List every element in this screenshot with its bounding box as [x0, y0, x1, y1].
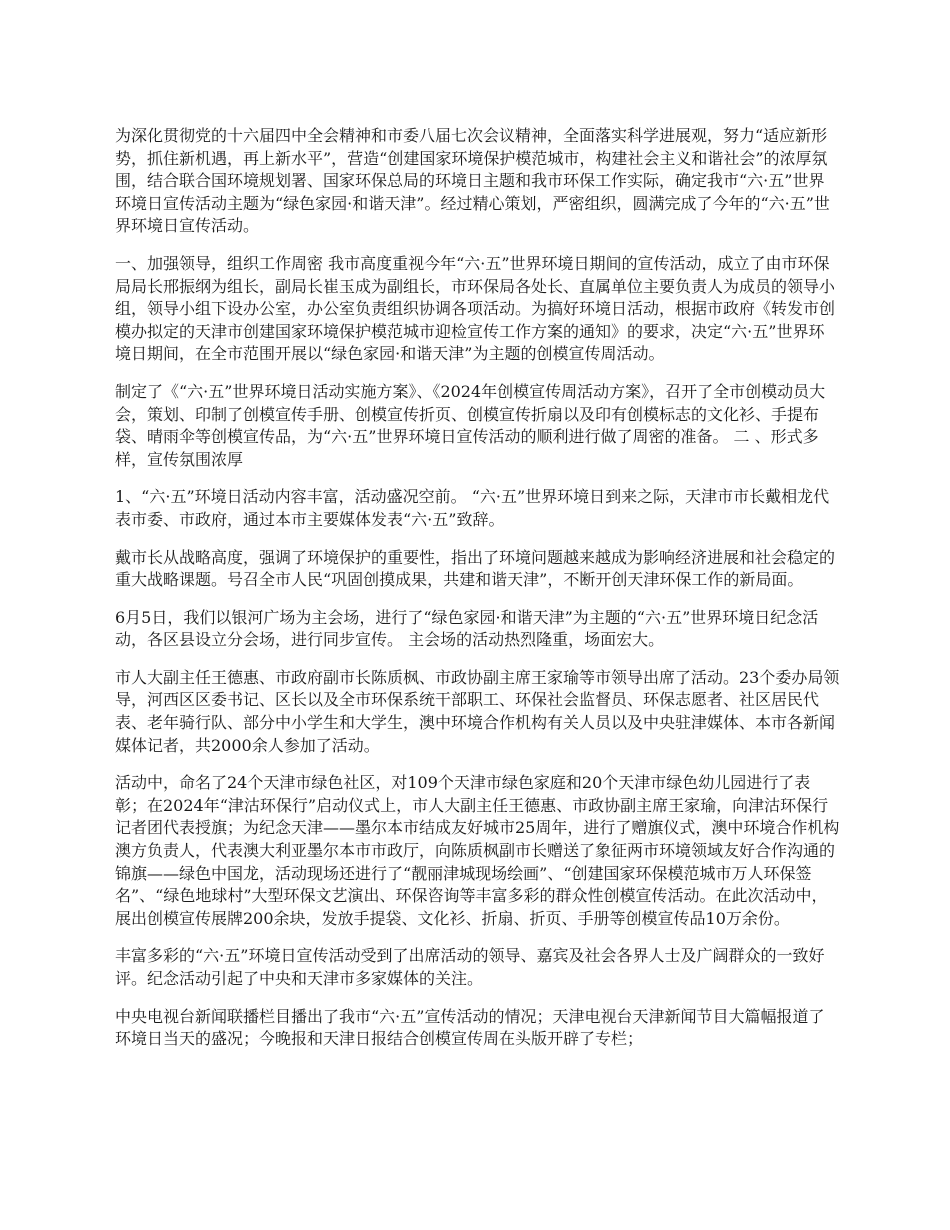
document-body — [115, 125, 840, 1066]
paragraph-reception: 丰富多彩的“六·五”环境日宣传活动受到了出席活动的领导、嘉宾及社会各界人士及广阔群众的一致好评。纪念活动引起了中央和天津市多家媒体的关注。 — [115, 946, 825, 988]
paragraph-media-coverage: 中央电视台新闻联播栏目播出了我市“六·五”宣传活动的情况；天津电视台天津新闻节目大篇幅报道了环境日当天的盛况；今晚报和天津日报结合创模宣传周在头版开辟了专栏； — [115, 1006, 825, 1049]
paragraph-activities-overview: 1、“六·五”环境日活动内容丰富，活动盛况空前。 “六·五”世界环境日到来之际，天津市市长戴相龙代表市委、市政府，通过本市主要媒体发表“六·五”致辞。 — [115, 487, 830, 529]
paragraph-attendees: 市人大副主任王德惠、市政府副市长陈质枫、市政协副主席王家瑜等市领导出席了活动。23个委办局领导，河西区区委书记、区长以及全市环保系统干部职工、环保社会监督员、环保志愿者、社区居民代表、老年骑行队、部分中小学生和大学生，澳中环境合作机构有关人员以及中央驻津媒体、本市各新闻媒体记者，共2000余人参加了活动。 — [115, 667, 840, 755]
paragraph-leadership: 一、加强领导，组织工作周密 我市高度重视今年“六·五”世界环境日期间的宣传活动，成立了由市环保局局长邢振纲为组长，副局长崔玉成为副组长，市环保局各处长、直属单位主要负责人为成员的领导小组，领导小组下设办公室，办公室负责组织协调各项活动。为搞好环境日活动，根据市政府《转发市创模办拟定的天津市创建国家环境保护模范城市迎检宣传工作方案的通知》的要求，决定“六·五”世界环境日期间，在全市范围开展以“绿色家园·和谐天津”为主题的创模宣传周活动。 — [115, 253, 836, 364]
paragraph-event-details: 活动中，命名了24个天津市绿色社区，对109个天津市绿色家庭和20个天津市绿色幼儿园进行了表彰；在2024年“津沽环保行”启动仪式上，市人大副主任王德惠、市政协副主席王家瑜，向津沽环保行记者团代表授旗；为纪念天津——墨尔本市结成友好城市25周年，进行了赠旗仪式，澳中环境合作机构澳方负责人，代表澳大利亚墨尔本市市政厅，向陈质枫副市长赠送了象征两市环境领域友好合作沟通的锦旗——绿色中国龙，活动现场还进行了“靓丽津城现场绘画”、“创建国家环保模范城市万人环保签名”、“绿色地球村”大型环保文艺演出、环保咨询等丰富多彩的群众性创模宣传活动。在此次活动中，展出创模宣传展牌200余块，发放手提袋、文化衫、折扇、折页、手册等创模宣传品10万余份。 — [115, 773, 840, 928]
paragraph-main-venue: 6月5日，我们以银河广场为主会场，进行了“绿色家园·和谐天津”为主题的“六·五”世界环境日纪念活动，各区县设立分会场，进行同步宣传。 主会场的活动热烈隆重，场面宏大。 — [115, 607, 819, 650]
paragraph-preparation: 制定了《“六·五”世界环境日活动实施方案》、《2024年创模宣传周活动方案》，召开了全市创模动员大会，策划、印制了创模宣传手册、创模宣传折页、创模宣传折扇以及印有创模标志的文化衫、手提布袋、晴雨伞等创模宣传品，为“六·五”世界环境日宣传活动的顺利进行做了周密的准备。 二 、形式多样，宣传氛围浓厚 — [115, 381, 826, 469]
paragraph-intro: 为深化贯彻党的十六届四中全会精神和市委八届七次会议精神，全面落实科学进展观，努力“适应新形势，抓住新机遇，再上新水平”，营造“创建国家环境保护模范城市，构建社会主义和谐社会”的浓厚氛围，结合联合国环境规划署、国家环保总局的环境日主题和我市环保工作实际，确定我市“六·五”世界环境日宣传活动主题为“绿色家园·和谐天津”。经过精心策划，严密组织，圆满完成了今年的“六·五”世界环境日宣传活动。 — [115, 126, 830, 236]
paragraph-mayor-speech: 戴市长从战略高度，强调了环境保护的重要性，指出了环境问题越来越成为影响经济进展和社会稳定的重大战略课题。号召全市人民“巩固创摸成果，共建和谐天津”，不断开创天津环保工作的新局面。 — [115, 547, 836, 590]
